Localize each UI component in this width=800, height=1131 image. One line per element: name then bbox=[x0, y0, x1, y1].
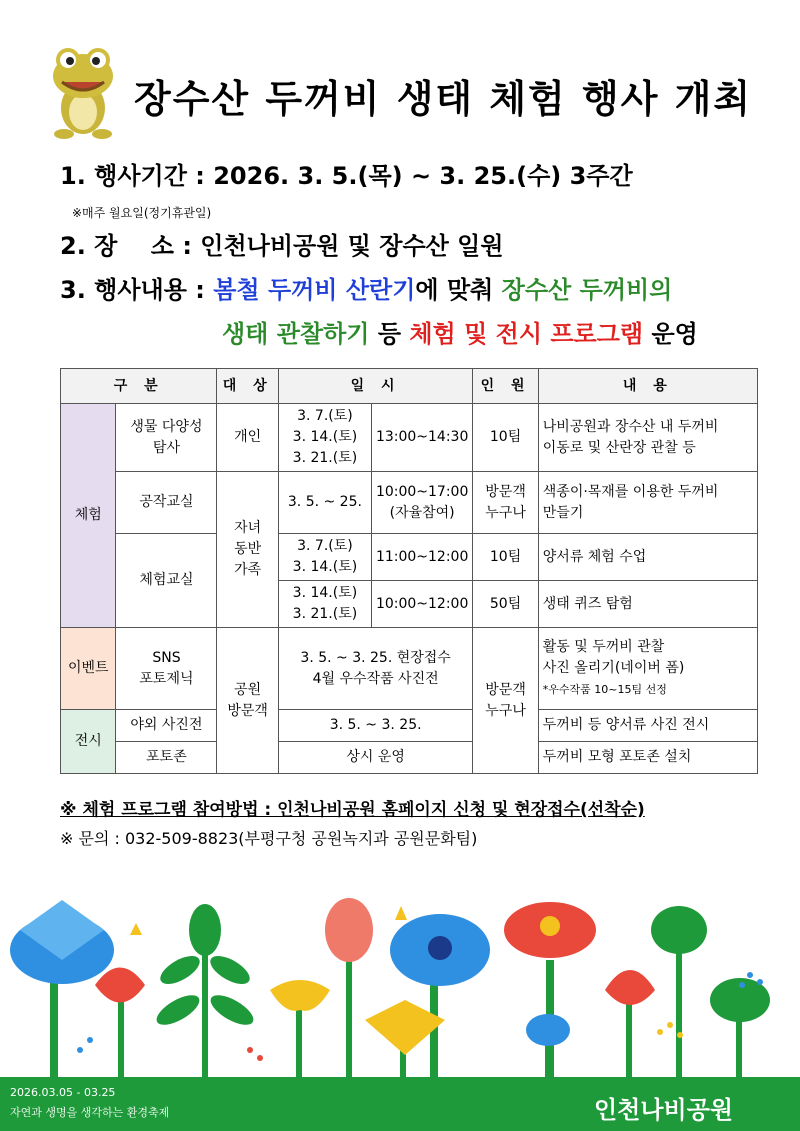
program-time: 10:00~12:00 bbox=[371, 581, 472, 628]
event-slogan: 자연과 생명을 생각하는 환경축제 bbox=[10, 1106, 170, 1119]
program-name: 생물 다양성 탐사 bbox=[116, 404, 217, 472]
table-row bbox=[61, 534, 758, 581]
program-name: 포토존 bbox=[116, 742, 217, 774]
period-note: ※매주 월요일(정기휴관일) bbox=[72, 206, 212, 220]
program-date: 3. 14.(토) 3. 21.(토) bbox=[278, 581, 371, 628]
table-row bbox=[61, 628, 758, 710]
event-dates: 2026.03.05 - 03.25 bbox=[10, 1086, 116, 1099]
content-text-3: 운영 bbox=[643, 320, 698, 348]
period-line bbox=[60, 156, 633, 191]
header-content: 내 용 bbox=[538, 369, 757, 404]
organization-name: 인천나비공원 bbox=[594, 1096, 734, 1124]
program-target: 공원 방문객 bbox=[217, 628, 278, 774]
program-time: 11:00~12:00 bbox=[371, 534, 472, 581]
program-target: 개인 bbox=[217, 404, 278, 472]
program-desc: 나비공원과 장수산 내 두꺼비 이동로 및 산란장 관찰 등 bbox=[538, 404, 757, 472]
program-desc: 색종이·목재를 이용한 두꺼비 만들기 bbox=[538, 472, 757, 534]
content-highlight-2: 장수산 두꺼비의 bbox=[501, 276, 673, 304]
program-name: 공작교실 bbox=[116, 472, 217, 534]
program-count: 10팀 bbox=[473, 404, 538, 472]
program-count: 방문객 누구나 bbox=[473, 472, 538, 534]
place-value: 인천나비공원 및 장수산 일원 bbox=[200, 232, 504, 260]
category-event: 이벤트 bbox=[61, 628, 116, 710]
content-label: 3. 행사내용 : bbox=[60, 276, 214, 304]
table-row bbox=[61, 472, 758, 534]
period-label: 1. 행사기간 : bbox=[60, 162, 214, 190]
table-row bbox=[61, 742, 758, 774]
contact-note: ※ 문의 : 032-509-8823(부평구청 공원녹지과 공원문화팀) bbox=[60, 829, 478, 848]
program-date: 3. 7.(토) 3. 14.(토) bbox=[278, 534, 371, 581]
content-text-1: 에 맞춰 bbox=[415, 276, 502, 304]
program-desc: 두꺼비 등 양서류 사진 전시 bbox=[538, 710, 757, 742]
header-target: 대 상 bbox=[217, 369, 278, 404]
program-date: 3. 7.(토) 3. 14.(토) 3. 21.(토) bbox=[278, 404, 371, 472]
program-name: SNS 포토제닉 bbox=[116, 628, 217, 710]
title-row bbox=[48, 46, 768, 146]
category-exhibit: 전시 bbox=[61, 710, 116, 774]
content-highlight-1: 봄철 두꺼비 산란기 bbox=[213, 276, 416, 304]
program-count: 방문객 누구나 bbox=[473, 628, 538, 774]
program-desc: 활동 및 두꺼비 관찰 사진 올리기(네이버 폼) *우수작품 10~15팀 선정 bbox=[538, 628, 757, 710]
header-category: 구 분 bbox=[61, 369, 217, 404]
period-value: 2026. 3. 5.(목) ~ 3. 25.(수) 3주간 bbox=[213, 162, 633, 190]
program-count: 10팀 bbox=[473, 534, 538, 581]
schedule-table bbox=[60, 368, 758, 774]
program-name: 야외 사진전 bbox=[116, 710, 217, 742]
content-text-2: 등 bbox=[369, 320, 410, 348]
program-time: 10:00~17:00 (자율참여) bbox=[371, 472, 472, 534]
content-highlight-4: 체험 및 전시 프로그램 bbox=[409, 320, 644, 348]
place-label: 2. 장 소 : bbox=[60, 232, 201, 260]
header-count: 인 원 bbox=[473, 369, 538, 404]
content-highlight-3: 생태 관찰하기 bbox=[222, 320, 370, 348]
table-row bbox=[61, 710, 758, 742]
program-date: 3. 5. ~ 25. bbox=[278, 472, 371, 534]
place-line bbox=[60, 226, 504, 261]
program-date: 상시 운영 bbox=[278, 742, 472, 774]
program-count: 50팀 bbox=[473, 581, 538, 628]
program-date: 3. 5. ~ 3. 25. bbox=[278, 710, 472, 742]
flowers-illustration bbox=[0, 890, 800, 1080]
table-header-row bbox=[61, 369, 758, 404]
program-name: 체험교실 bbox=[116, 534, 217, 628]
table-row bbox=[61, 404, 758, 472]
category-experience: 체험 bbox=[61, 404, 116, 628]
program-time: 13:00~14:30 bbox=[371, 404, 472, 472]
participation-note: ※ 체험 프로그램 참여방법 : 인천나비공원 홈페이지 신청 및 현장접수(선착순) bbox=[60, 800, 645, 820]
content-line-2 bbox=[222, 314, 698, 349]
program-desc: 생태 퀴즈 탐험 bbox=[538, 581, 757, 628]
program-desc: 양서류 체험 수업 bbox=[538, 534, 757, 581]
program-desc: 두꺼비 모형 포토존 설치 bbox=[538, 742, 757, 774]
program-target: 자녀 동반 가족 bbox=[217, 472, 278, 628]
header-datetime: 일 시 bbox=[278, 369, 472, 404]
page-title: 장수산 두꺼비 생태 체험 행사 개최 bbox=[134, 77, 753, 121]
content-line-1 bbox=[60, 270, 672, 305]
frog-icon bbox=[48, 46, 118, 142]
program-date: 3. 5. ~ 3. 25. 현장접수 4월 우수작품 사진전 bbox=[278, 628, 472, 710]
